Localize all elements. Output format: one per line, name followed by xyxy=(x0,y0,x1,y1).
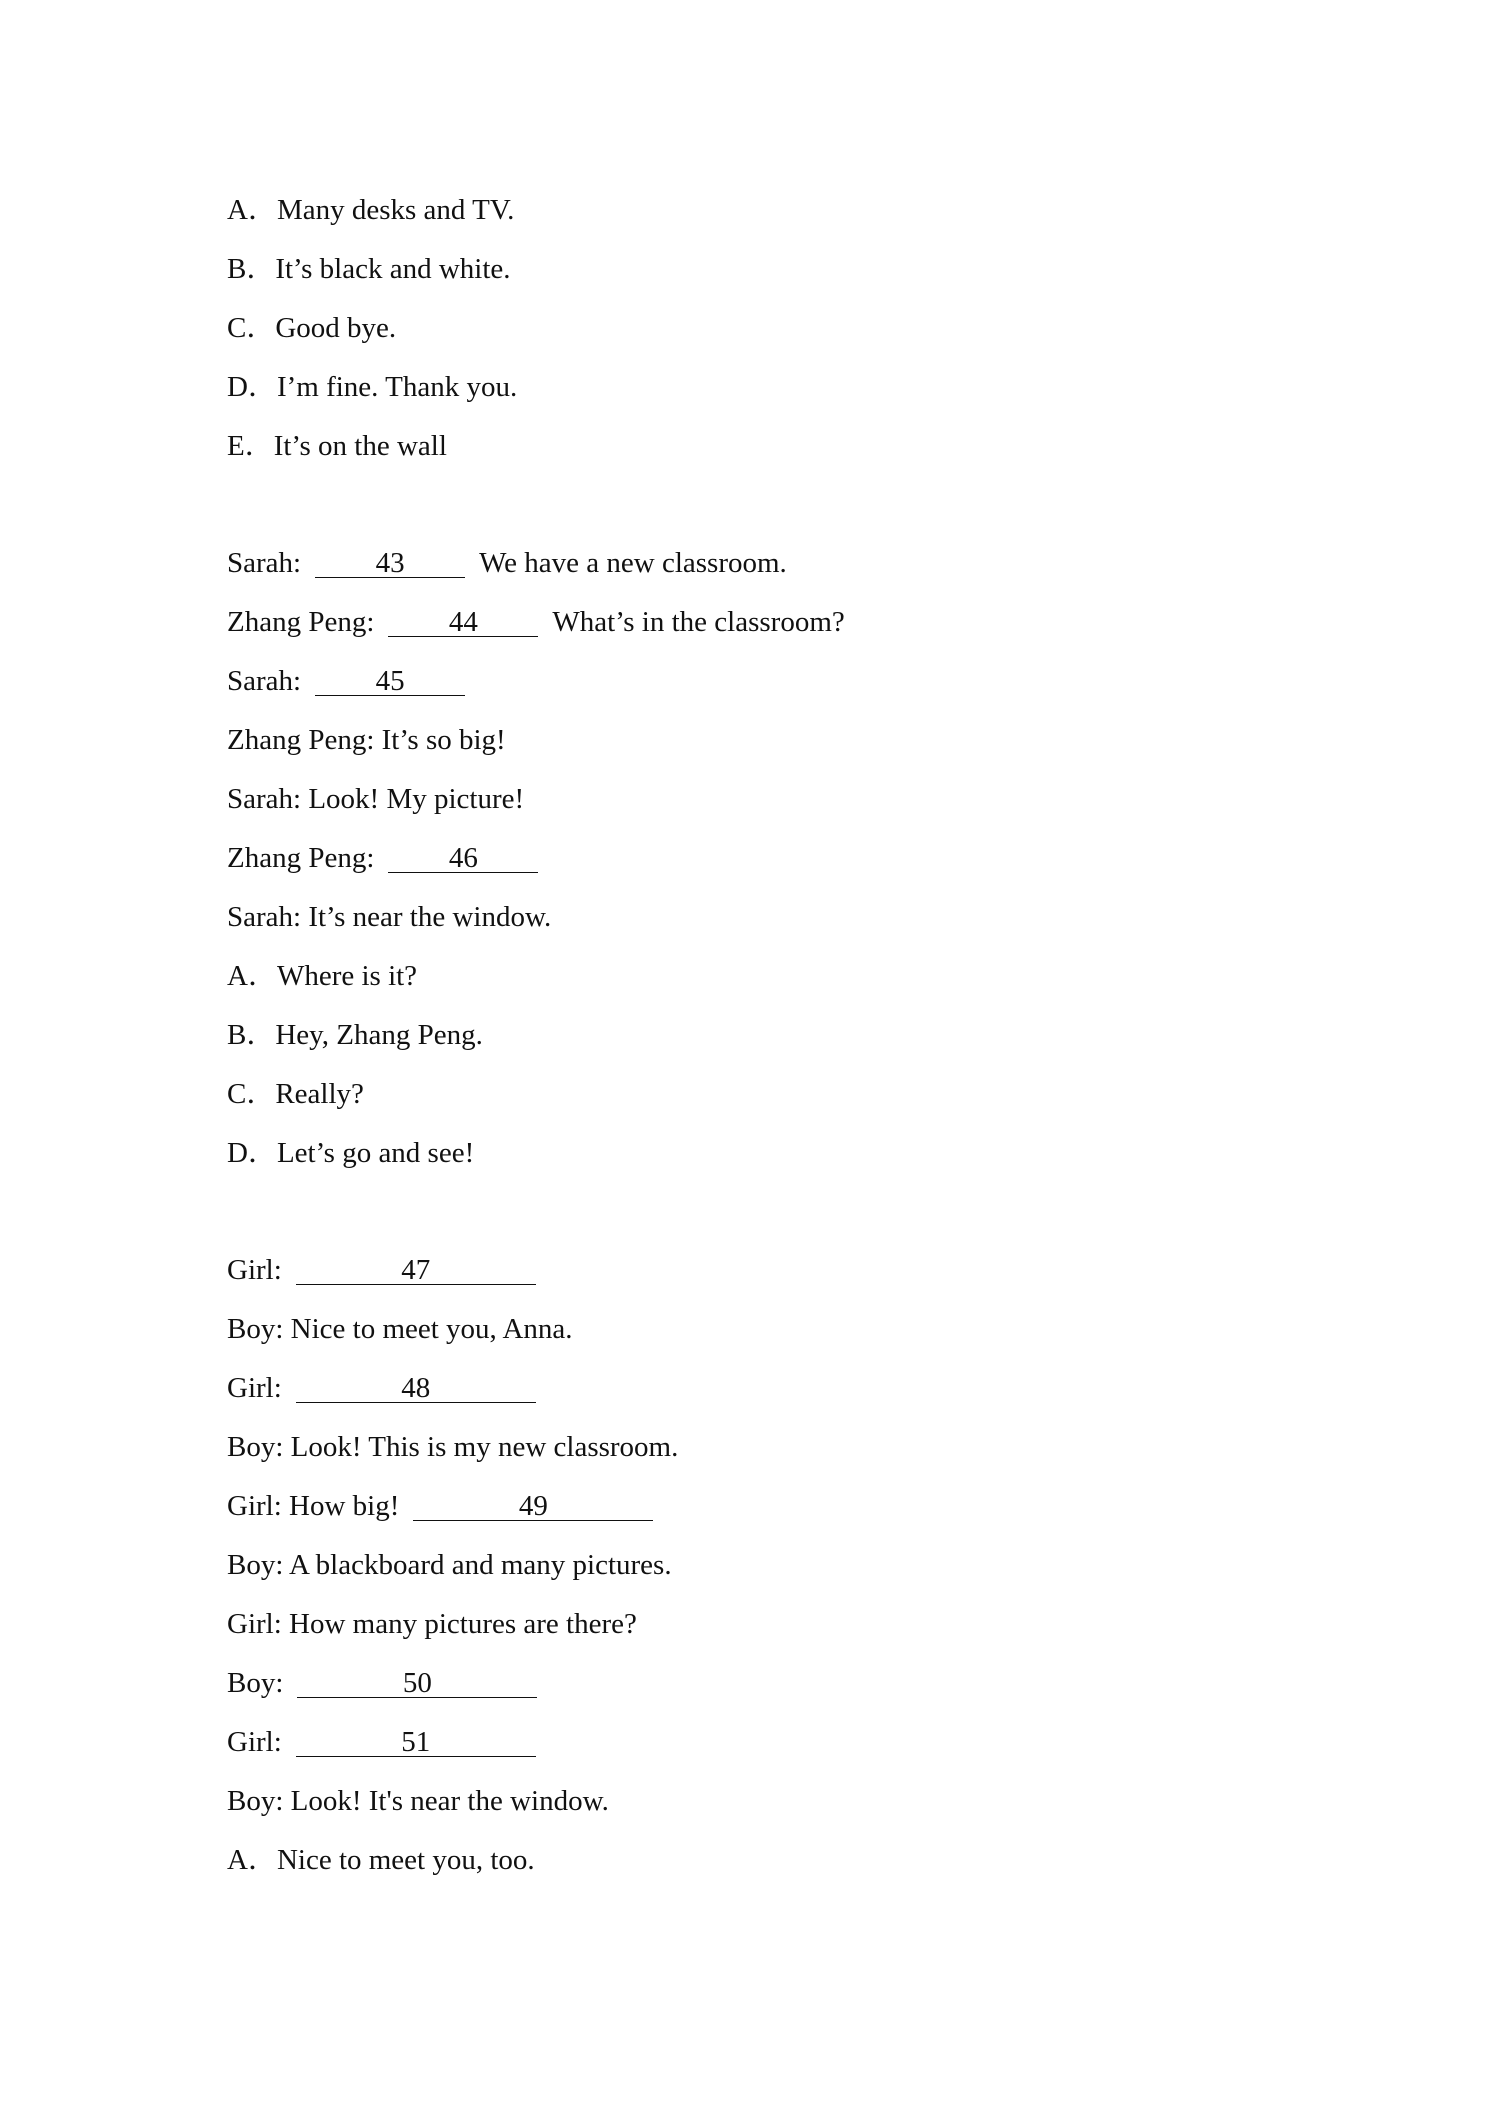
option-b xyxy=(227,252,511,286)
speaker: Girl: xyxy=(227,1726,282,1758)
dialogue-line xyxy=(227,1371,536,1405)
option-text: I’m fine. Thank you. xyxy=(276,371,518,403)
dialogue-line xyxy=(227,1725,536,1759)
option-letter: A． xyxy=(227,1844,277,1876)
answer-blank-49[interactable]: 49 xyxy=(413,1492,653,1521)
answer-blank-51[interactable]: 51 xyxy=(296,1728,536,1757)
option-letter: B． xyxy=(227,253,276,285)
speaker: Girl: How big! xyxy=(227,1490,400,1522)
speaker: Girl: xyxy=(227,1254,282,1286)
answer-blank-45[interactable]: 45 xyxy=(315,667,465,696)
option-letter: C． xyxy=(227,1078,276,1110)
dialogue-line: Sarah: It’s near the window. xyxy=(227,901,552,933)
option-letter: E． xyxy=(227,430,274,462)
option-text: Let’s go and see! xyxy=(276,1137,475,1169)
answer-blank-46[interactable]: 46 xyxy=(388,844,538,873)
speaker: Sarah: xyxy=(227,547,302,579)
dialogue-text: What’s in the classroom? xyxy=(552,606,845,638)
option-text: It’s black and white. xyxy=(275,253,511,285)
dialogue-line: Boy: Look! It's near the window. xyxy=(227,1785,609,1817)
dialogue-line: Boy: Nice to meet you, Anna. xyxy=(227,1313,573,1345)
answer-blank-48[interactable]: 48 xyxy=(296,1374,536,1403)
option-a xyxy=(227,959,417,993)
option-text: Really? xyxy=(275,1078,364,1110)
speaker: Zhang Peng: xyxy=(227,842,375,874)
option-text: Good bye. xyxy=(275,312,397,344)
option-c xyxy=(227,1077,364,1111)
dialogue-line: Boy: Look! This is my new classroom. xyxy=(227,1431,679,1463)
dialogue-line xyxy=(227,605,845,639)
option-e xyxy=(227,429,447,463)
speaker: Boy: xyxy=(227,1667,284,1699)
option-letter: B． xyxy=(227,1019,276,1051)
option-a xyxy=(227,193,514,227)
option-letter: A． xyxy=(227,960,277,992)
speaker: Girl: xyxy=(227,1372,282,1404)
dialogue-line xyxy=(227,1666,537,1700)
answer-blank-44[interactable]: 44 xyxy=(388,608,538,637)
option-c xyxy=(227,311,396,345)
dialogue-line: Boy: A blackboard and many pictures. xyxy=(227,1549,672,1581)
option-d xyxy=(227,370,517,404)
option-text: Many desks and TV. xyxy=(276,194,515,226)
answer-blank-43[interactable]: 43 xyxy=(315,549,465,578)
answer-blank-50[interactable]: 50 xyxy=(297,1669,537,1698)
speaker: Sarah: xyxy=(227,665,302,697)
dialogue-line: Girl: How many pictures are there? xyxy=(227,1608,637,1640)
option-b xyxy=(227,1018,483,1052)
dialogue-line xyxy=(227,546,787,580)
speaker: Zhang Peng: xyxy=(227,606,375,638)
option-text: Nice to meet you, too. xyxy=(276,1844,535,1876)
answer-blank-47[interactable]: 47 xyxy=(296,1256,536,1285)
option-text: Where is it? xyxy=(276,960,418,992)
option-text: It’s on the wall xyxy=(273,430,447,462)
dialogue-line xyxy=(227,841,538,875)
dialogue-line xyxy=(227,1489,653,1523)
dialogue-line xyxy=(227,1253,536,1287)
dialogue-line: Zhang Peng: It’s so big! xyxy=(227,724,506,756)
dialogue-line: Sarah: Look! My picture! xyxy=(227,783,525,815)
dialogue-text: We have a new classroom. xyxy=(479,547,787,579)
option-letter: D． xyxy=(227,1137,277,1169)
option-letter: D． xyxy=(227,371,277,403)
dialogue-line xyxy=(227,664,465,698)
option-d xyxy=(227,1136,474,1170)
option-a xyxy=(227,1843,535,1877)
option-text: Hey, Zhang Peng. xyxy=(275,1019,483,1051)
option-letter: A． xyxy=(227,194,277,226)
option-letter: C． xyxy=(227,312,276,344)
